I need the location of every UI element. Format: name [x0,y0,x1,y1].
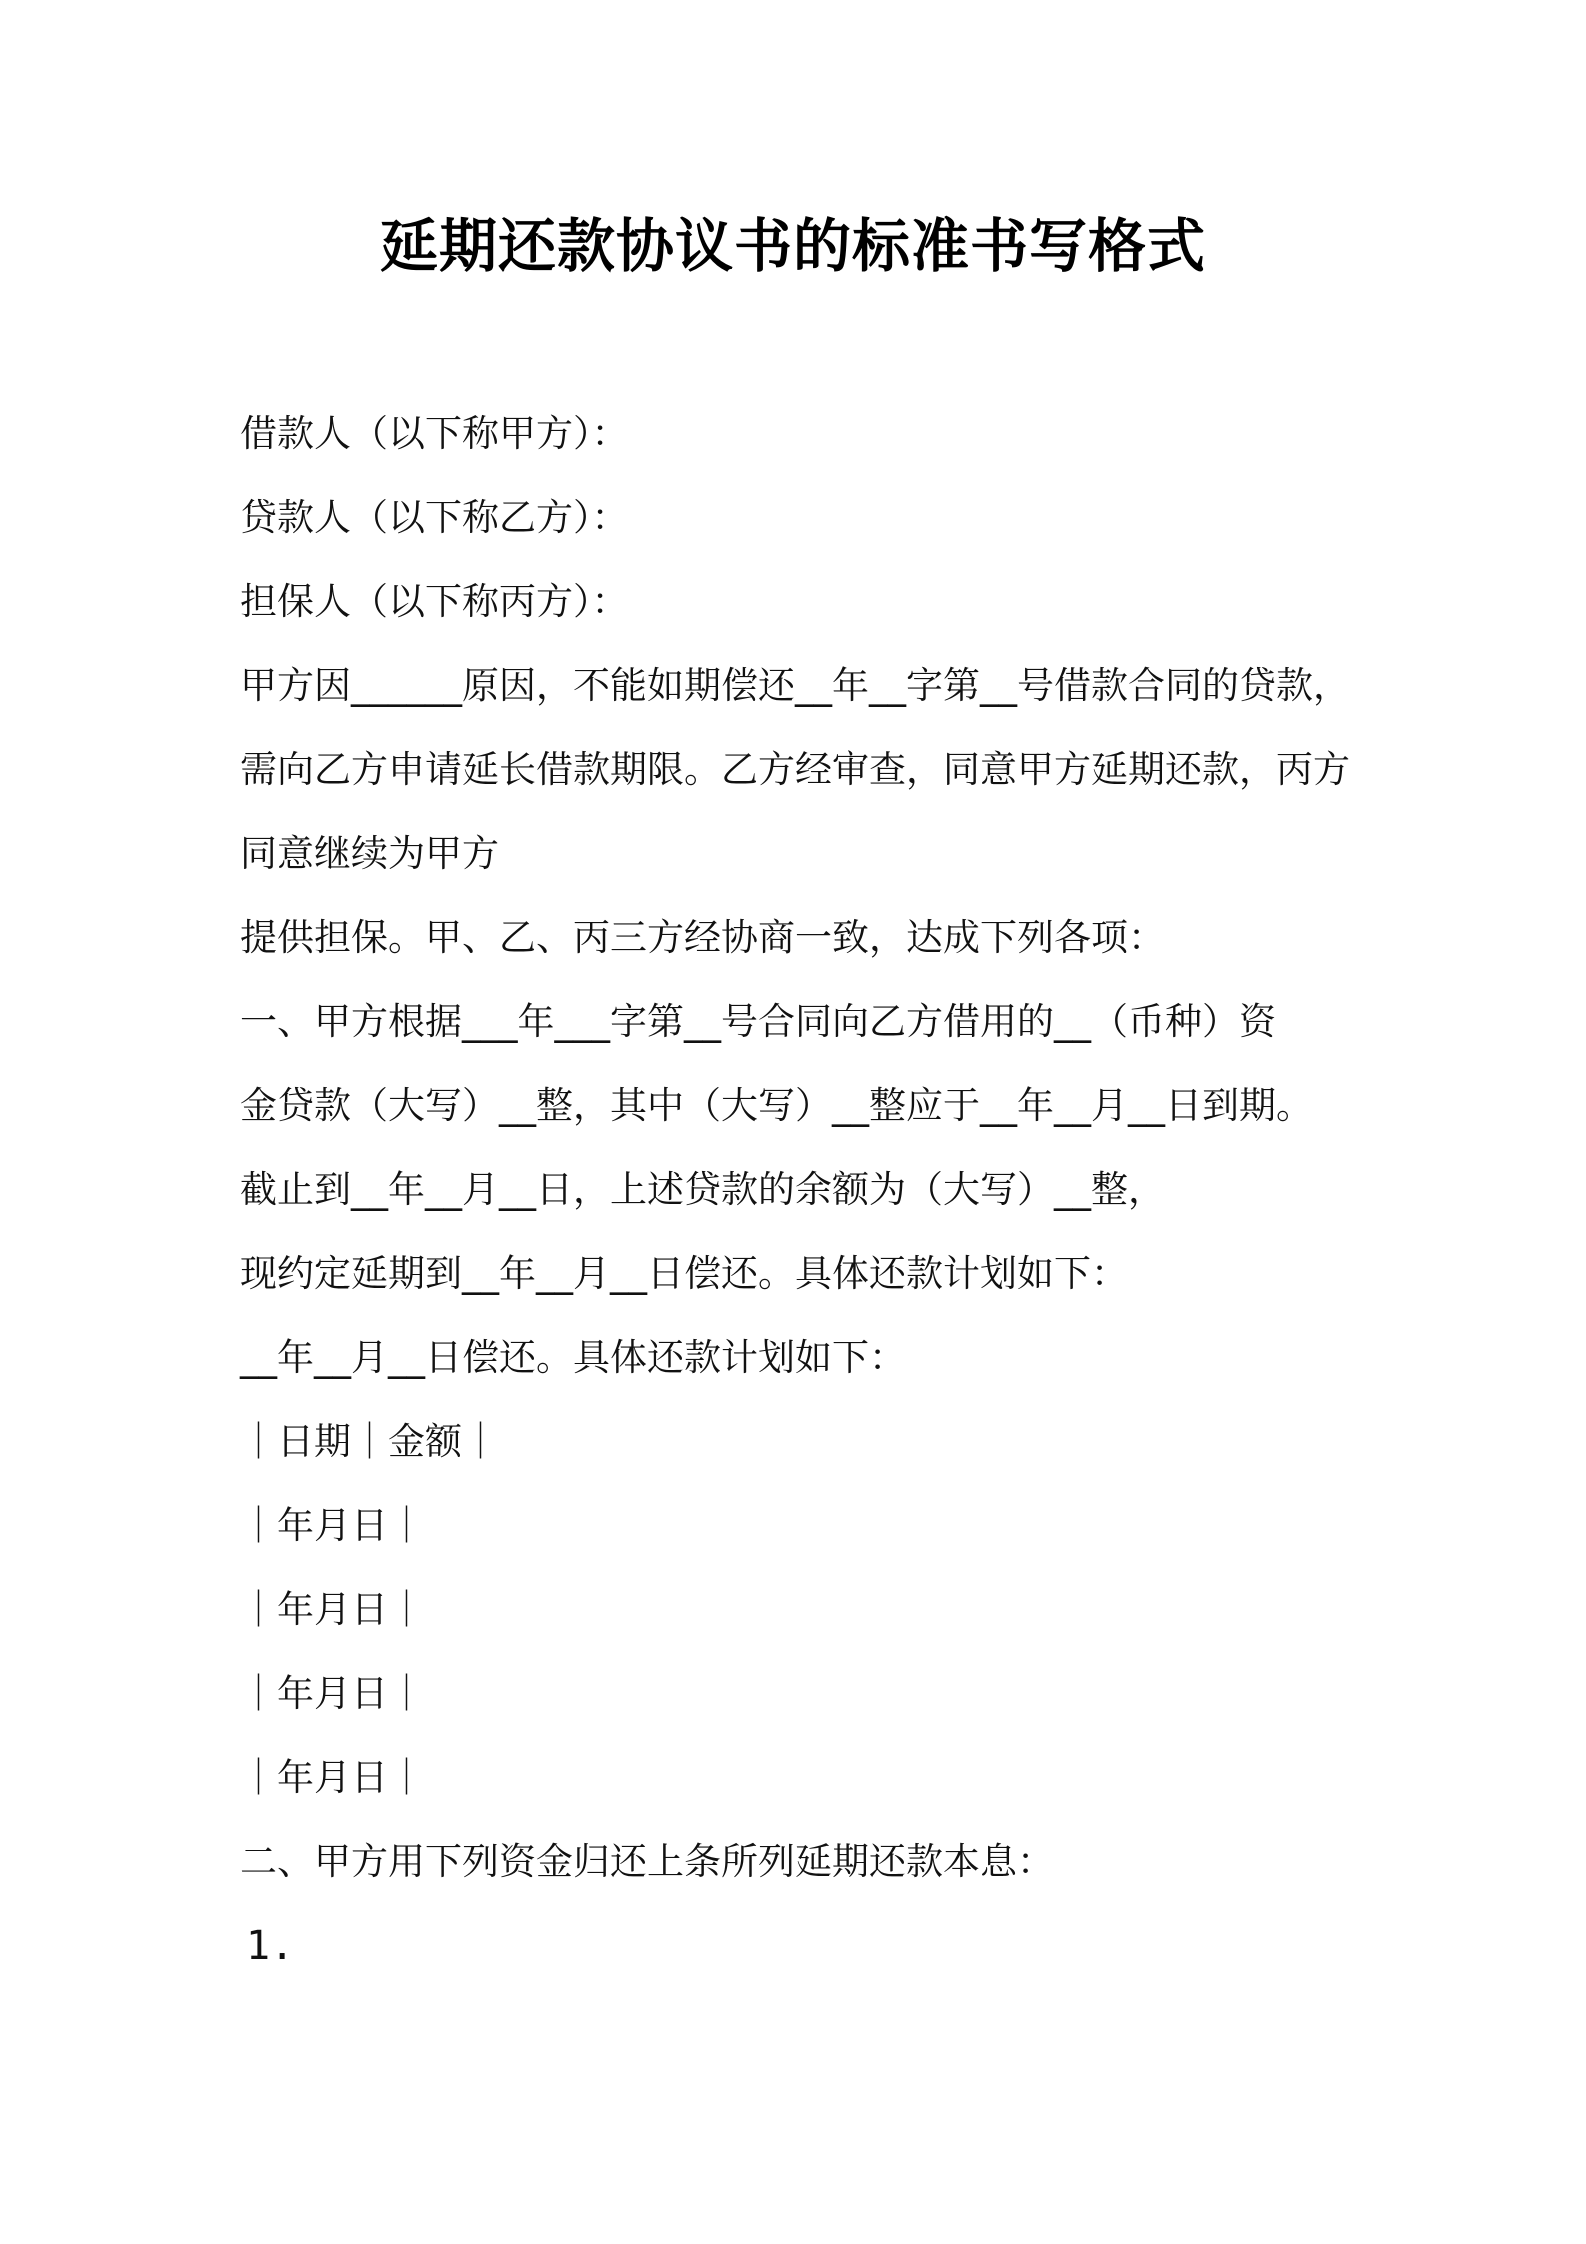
document-body [240,410,1420,2006]
clause-1-line-3: 截止到__年__月__日，上述贷款的余额为（大写）__整， [240,1168,1165,1211]
repayment-table-row: ｜年月日｜ [240,1588,425,1631]
clause-1-line-4: 现约定延期到__年__月__日偿还。具体还款计划如下： [240,1252,1128,1295]
item-1-number: 1. [246,1923,295,1969]
clause-2: 二、甲方用下列资金归还上条所列延期还款本息： [240,1840,1054,1883]
repayment-table-row: ｜年月日｜ [240,1672,425,1715]
party-guarantor: 担保人（以下称丙方）： [240,580,629,623]
repayment-table-row: ｜年月日｜ [240,1504,425,1547]
document-title: 延期还款协议书的标准书写格式 [379,212,1206,280]
intro-line-1: 甲方因______原因，不能如期偿还__年__字第__号借款合同的贷款， [240,664,1350,707]
intro-line-4: 提供担保。甲、乙、丙三方经协商一致，达成下列各项： [240,916,1165,959]
repayment-table-row: ｜年月日｜ [240,1756,425,1799]
clause-1-line-2: 金贷款（大写）__整，其中（大写）__整应于__年__月__日到期。 [240,1084,1313,1127]
clause-1-line-5: __年__月__日偿还。具体还款计划如下： [240,1336,906,1379]
clause-1-line-1: 一、甲方根据___年___字第__号合同向乙方借用的__（币种）资 [240,1000,1276,1043]
intro-line-3: 同意继续为甲方 [240,832,499,875]
party-lender: 贷款人（以下称乙方）： [240,496,629,539]
repayment-table-header: ｜日期｜金额｜ [240,1420,499,1463]
party-borrower: 借款人（以下称甲方）： [240,412,629,455]
intro-line-2: 需向乙方申请延长借款期限。乙方经审查，同意甲方延期还款，丙方 [240,748,1350,791]
